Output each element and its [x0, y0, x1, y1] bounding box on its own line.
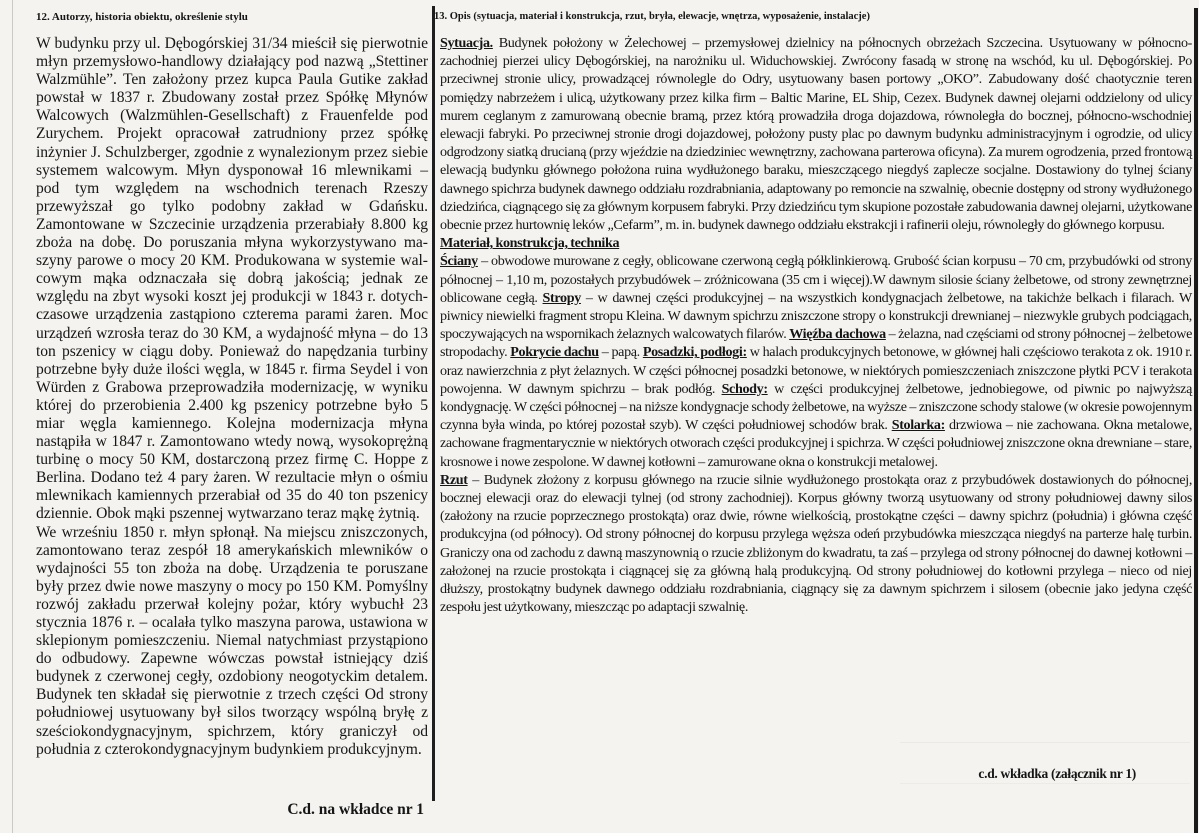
left-margin-rule — [12, 0, 13, 833]
plan-paragraph — [440, 471, 1192, 617]
situation-text: Budynek położony w Żelechowej – przemysłowej dzielnicy na północnych obrzeżach Szczecina. Usytuowany w północno-zachodniej pierzei ulicy Dębogórskiej, na narożniku ul. Widuchowskiej. Zwrócony fasadą w stronę na wschód, ku ul. Dębogórskiej. Po przeciwnej stronie ulicy, prowadzącej równolegle do Odry, usytuowany basen portowy „OKO”. Zabudowany dość chaotycznie teren pomiędzy nabrzeżem i ulicą, użytkowany przez kilka firm – Baltic Marine, EL Ship, Cezex. Budynek dawnej olejarni oddzielony od ulicy murem ceglanym z zamurowaną obecnie bramą, przez którą prowadziła droga dojazdowa, równoległa do bocznej, północno-wschodniej elewacji fabryki. Po przeciwnej stronie drogi dojazdowej, położony pusty plac po dawnym budynku administracyjnym i ogrodzie, od ulicy odgrodzony siatką drucianą (przy wjeździe na dziedziniec wewnętrzny, zachowana parterowa oficyna). Za murem ogrodzenia, przed frontową elewacją budynku głównego położona ruina wydłużonego baraku, mieszczącego niegdyś zaplecze socjalne. Dostawiony do tylnej ściany dawnego spichrza budynek dawnego oddziału rozdrabniania, adaptowany po remoncie na szwalnię, obecnie dostępny od strony wydłużonego dziedzińca, ciągnącego się za głównym korpusem fabryki. Przy dziedzińcu tym skupione pozostałe zabudowania dawnej olejarni, użytkowane obecnie przez hurtownię leków „Cefarm”, m. in. budynek dawnego oddziału ekstrakcji i rafinerii oleju, równoległy do głównego korpusu. — [440, 35, 1192, 234]
roof-truss-label: Więźba dachowa — [789, 326, 886, 343]
materials-paragraph — [440, 252, 1192, 470]
plan-label: Rzut — [440, 471, 468, 488]
continued-note-right: c.d. wkładka (załącznik nr 1) — [978, 766, 1136, 781]
right-border-rule — [1194, 8, 1198, 833]
walls-label: Ściany — [440, 253, 478, 270]
history-paragraph: W budynku przy ul. Dębogórskiej 31/34 mieścił się pierwotnie młyn przemysłowo-handlowy działający pod nazwą „Stettiner Walzmühle”. Ten założony przez kupca Paula Gutike zakład powstał w 1837 r. Zbudowany został przez Spółkę Młynów Walcowych (Walzmühlen-Gesellschaft) z Frauenfelde pod Zurychem. Projekt opracował zatrudniony przez spółkę inżynier J. Schulzberger, zgodnie z wynalezionym przez siebie systemem walcowym. Młyn dysponował 16 mlewnikami – pod tym względem na wschodnich terenach Rzeszy przewyższał go tylko podobny zakład w Gdańsku. Zamontowane w Szczecinie urządzenia przerabiały 8.800 kg zboża na dobę. Do poruszania młyna wykorzystywano maszyny parowe o mocy 20 KM. Produkowana w systemie walcowym mąka odznaczała się dobrą jakością; jednak ze względu na zbyt wysoki koszt jej produkcji w 1843 r. dotychczasowe urządzenia zastąpiono czterema parami żaren. Moc urządzeń wzrosła teraz do 30 KM, a wydajność młyna – do 13 ton pszenicy w ciągu doby. Ponieważ do napędzania turbiny potrzebne były duże ilości węgla, w 1845 r. firma Seydel i von Würden z Grabowa przeprowadziła modernizację, w wyniku której do przerobienia 2.400 kg pszenicy potrzebne było 5 miar węgla kamiennego. Kolejna modernizacja młyna nastąpiła w 1847 r. Zamontowano wtedy nową, wysokoprężną turbinę o mocy 50 KM, dostarczoną przez firmę C. Hoppe z Berlina. Dodano też 4 pary żaren. W rezultacie młyn o ośmiu mlewnikach kamiennych przerabiał od 35 do 40 ton pszenicy dziennie. Obok mąki pszennej wytwarzano teraz mąkę żytnią. — [36, 35, 428, 523]
stairs-label: Schody: — [721, 380, 768, 397]
stairs-text: w części produkcyjnej żelbetowe, jednobiegowe, od piwnic po najwyższą kondygnację. W części północnej – na niższe kondygnacje schody żelbetowe, na wyższe – zniszczone schody stalowe (w okresie powojennym czynna była winda, po której pozostał szyb). W części południowej schodów brak. — [440, 380, 1192, 434]
section-history — [36, 6, 428, 826]
section-heading-history: 12. Autorzy, historia obiektu, określenie stylu — [36, 11, 248, 23]
material-subheading: Materiał, konstrukcja, technika — [440, 235, 620, 252]
continued-note-left: C.d. na wkładce nr 1 — [287, 801, 424, 818]
roofing-text: – papą. — [598, 344, 643, 361]
floors-text: w halach produkcyjnych betonowe, w głównej hali częściowo terakota z ok. 1910 r. oraz nawierzchnia z płyt żelaznych. W części północnej posadzki betonowe, w niektórych pomieszczeniach zniszczone płytki PCV i terakota powojenna. W dawnym spichrzu – brak podłóg. — [440, 344, 1193, 397]
joinery-label: Stolarka: — [891, 417, 945, 434]
ceilings-text: – w dawnej części produkcyjnej – na wszystkich kondygnacjach żelbetowe, na takichże belkach i filarach. W piwnicy niewielki fragment stropu Kleina. W dawnym spichrzu zniszczone stropy o konstrukcji drewnianej – niezwykle grubych podciągach, spoczywających na wspornikach żelaznych walcowatych filarów. — [440, 289, 1192, 343]
section-description — [434, 6, 1193, 826]
walls-text: – obwodowe murowane z cegły, oblicowane czerwoną cegłą półklinkierową. Grubość ścian korpusu – 70 cm, przybudówki od strony północnej – 1,10 m, pozostałych przybudówek – zróżnicowana (35 cm i więcej).W dawnym silosie ściany żelbetowe, od strony zewnętrznej oblicowane cegłą. — [440, 253, 1192, 306]
roofing-label: Pokrycie dachu — [510, 344, 599, 361]
situation-label: Sytuacja. — [440, 35, 493, 51]
history-paragraph: We wrześniu 1850 r. młyn spłonął. Na miejscu zniszczonych, zamontowano teraz zespół 18 amerykańskich mlewników o wydajności 55 ton zboża na dobę. Urządzenia te poruszane były przez dwie nowe maszyny o mocy po 150 KM. Pomyślny rozwój zakładu przerwał kolejny pożar, który wybuchł 23 stycznia 1876 r. – ocalała tylko maszyna parowa, ustawiona w sklepionym pomieszczeniu. Niemal natychmiast przystąpiono do odbudowy. Zapewne wówczas powstał istniejący dziś budynek z czerwonej cegły, ozdobiony neogotyckim detalem. Budynek ten składał się pierwotnie z trzech części Od strony południowej usytuowany był silos tworzący wspólną bryłę z sześciokondygnacyjnym, spichrzem, który graniczył od południa z czterokondygnacyjnym budynkiem produkcyjnym. — [36, 523, 428, 758]
section-heading-description: 13. Opis (sytuacja, materiał i konstrukcja, rzut, bryła, elewacje, wnętrza, wyposażenie, instalacje) — [434, 11, 870, 22]
floors-label: Posadzki, podłogi: — [642, 344, 747, 361]
column-divider-rule — [432, 6, 435, 801]
description-body — [440, 34, 1192, 617]
joinery-text: drzwiowa – nie zachowana. Okna metalowe, zachowane fragmentarycznie w niektórych otworach części produkcyjnej i spichrza. W części południowej zniszczone okna drewniane – stare, krosnowe i nowe zespolone. W dawnej kotłowni – zamurowane okna o konstrukcji metalowej. — [440, 417, 1192, 470]
roof-truss-text: – żelazna, nad częściami od strony północnej – żelbetowe stropodachy. — [440, 326, 1192, 361]
ceilings-label: Stropy — [542, 289, 581, 306]
history-body — [36, 35, 428, 759]
situation-paragraph — [440, 34, 1192, 234]
plan-text: – Budynek złożony z korpusu głównego na rzucie silnie wydłużonego prostokąta oraz z przybudówek dostawionych do północnej, bocznej elewacji oraz do elewacji tylnej (od strony zachodniej). Korpus główny tworzą usytuowany od strony południowej dawny silos (założony na rzucie poprzecznego prostokąta) oraz dwie, równe wielkością, prostokątne części – dawny spichrz (południa) i główna część produkcyjna (od północy). Od strony północnej do korpusu przylega węższa odeń przybudówka mieszcząca niegdyś na parterze halę turbin. Graniczy ona od zachodu z dawną maszynownią o rzucie zbliżonym do kwadratu, ta zaś – przylega od strony północnej do dawnej kotłowni – założonej na rzucie prostokąta i ciągnącej się za główną halą produkcyjną. Od strony południowej do kotłowni przylega – nieco od niej dłuższy, prostokątny budynek dawnego oddziału rozdrabniania, ciągnący się za dawnym spichrzem i silosem (obecnie jako jedyna część zespołu jest użytkowany, mieszcząc po adaptacji szwalnię. — [440, 471, 1192, 616]
